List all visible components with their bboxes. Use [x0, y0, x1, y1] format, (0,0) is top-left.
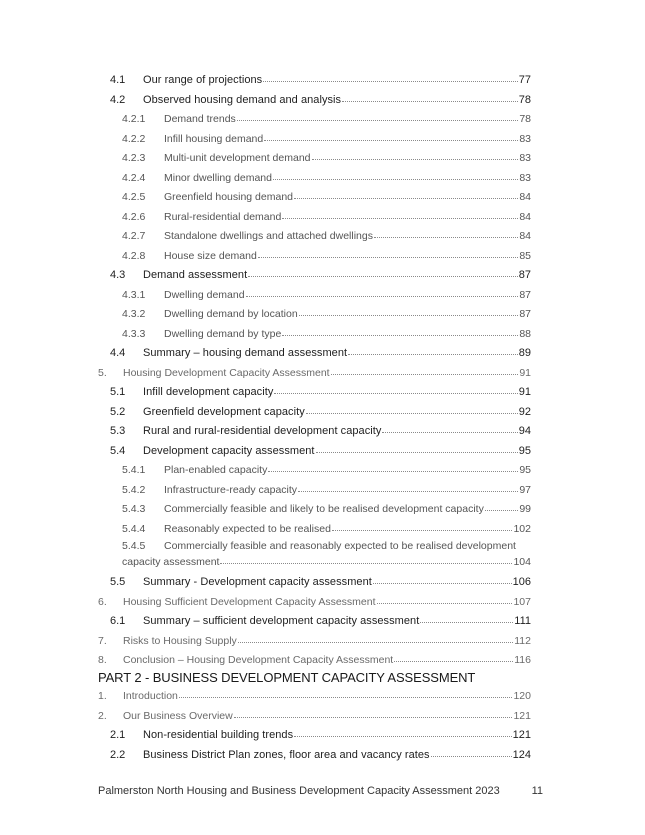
dot-leader: [282, 325, 518, 336]
dot-leader: [332, 520, 513, 531]
toc-entry-6-1[interactable]: [110, 613, 531, 628]
toc-entry-number: 4.1: [110, 74, 126, 86]
dot-leader: [377, 593, 513, 604]
toc-entry-page: 83: [519, 133, 531, 145]
toc-entry-number: 4.3: [110, 269, 126, 281]
toc-entry-number: 2.: [98, 710, 107, 722]
toc-entry-title: Reasonably expected to be realised: [164, 523, 331, 535]
toc-entry-title: Dwelling demand by location: [164, 308, 298, 320]
toc-entry-6[interactable]: [98, 594, 531, 609]
toc-entry-4-2-2[interactable]: [122, 131, 531, 146]
dot-leader: [431, 746, 512, 757]
toc-entry-page: 88: [519, 328, 531, 340]
toc-entry-2-2[interactable]: [110, 747, 531, 762]
toc-entry-5-2[interactable]: [110, 404, 531, 419]
toc-entry-title: Multi-unit development demand: [164, 152, 311, 164]
toc-entry-number: 6.1: [110, 615, 126, 627]
toc-entry-5-3[interactable]: [110, 423, 531, 438]
toc-entry-title: Commercially feasible and reasonably expected to be realised development: [164, 540, 516, 552]
dot-leader: [264, 130, 518, 141]
toc-entry-2-1[interactable]: [110, 727, 531, 742]
toc-entry-number: 6.: [98, 596, 107, 608]
toc-entry-title: Summary – sufficient development capacity assessment: [143, 615, 420, 627]
toc-entry-title: Development capacity assessment: [143, 445, 315, 457]
toc-entry-page: 91: [518, 386, 531, 398]
toc-entry-number: 5.4: [110, 445, 126, 457]
dot-leader: [246, 286, 519, 297]
toc-entry-number: 4.3.1: [122, 289, 146, 301]
toc-entry-title: Summary – housing demand assessment: [143, 347, 348, 359]
toc-entry-4-2-8[interactable]: [122, 248, 531, 263]
toc-entry-4-3-2[interactable]: [122, 306, 531, 321]
toc-entry-4-3-1[interactable]: [122, 287, 531, 302]
toc-entry-title: Rural-residential demand: [164, 211, 282, 223]
dot-leader: [274, 383, 517, 394]
toc-entry-title: Demand trends: [164, 113, 236, 125]
toc-entry-2[interactable]: [98, 708, 531, 723]
toc-entry-7[interactable]: [98, 633, 531, 648]
toc-entry-number: 4.2.7: [122, 230, 146, 242]
toc-entry-number: 5.4.2: [122, 484, 146, 496]
toc-entry-title: House size demand: [164, 250, 257, 262]
toc-entry-number: 4.2: [110, 94, 126, 106]
toc-entry-title: Greenfield development capacity: [143, 406, 305, 418]
dot-leader: [258, 247, 519, 258]
toc-entry-title: Our Business Overview: [123, 710, 233, 722]
toc-entry-5-4-5[interactable]: [122, 538, 531, 570]
dot-leader: [179, 687, 513, 698]
toc-entry-title: Greenfield housing demand: [164, 191, 294, 203]
dot-leader: [248, 266, 518, 277]
toc-entry-page: 94: [518, 425, 531, 437]
dot-leader: [374, 227, 518, 238]
toc-entry-number: 1.: [98, 690, 107, 702]
toc-entry-4-3-3[interactable]: [122, 326, 531, 341]
page-footer: [98, 785, 543, 797]
toc-entry-page: 87: [519, 308, 531, 320]
dot-leader: [294, 188, 518, 199]
toc-entry-number: 5.5: [110, 576, 126, 588]
toc-entry-title: Standalone dwellings and attached dwellings: [164, 230, 373, 242]
toc-entry-page: 84: [519, 211, 531, 223]
toc-entry-number: 5.4.3: [122, 503, 146, 515]
dot-leader: [220, 553, 512, 564]
toc-entry-1[interactable]: [98, 688, 531, 703]
toc-entry-title: Commercially feasible and likely to be realised development capacity: [164, 503, 484, 515]
dot-leader: [273, 169, 518, 180]
toc-entry-number: 4.2.6: [122, 211, 146, 223]
toc-entry-5-5[interactable]: [110, 574, 531, 589]
toc-entry-page: 106: [512, 576, 531, 588]
toc-entry-number: 5.2: [110, 406, 126, 418]
toc-entry-5-4-2[interactable]: [122, 482, 531, 497]
toc-entry-8[interactable]: [98, 652, 531, 667]
dot-leader: [394, 651, 513, 662]
toc-entry-page: 116: [514, 654, 531, 666]
dot-leader: [294, 726, 512, 737]
toc-entry-number: 2.2: [110, 749, 126, 761]
toc-entry-4-2-4[interactable]: [122, 170, 531, 185]
toc-entry-4-1[interactable]: [110, 72, 531, 87]
toc-entry-page: 121: [512, 729, 531, 741]
toc-entry-page: 107: [513, 596, 531, 608]
toc-entry-page: 78: [519, 113, 531, 125]
toc-entry-number: 5.1: [110, 386, 126, 398]
toc-entry-title: Our range of projections: [143, 74, 263, 86]
toc-entry-number: 2.1: [110, 729, 126, 741]
toc-entry-page: 78: [518, 94, 531, 106]
toc-entry-title: Dwelling demand by type: [164, 328, 282, 340]
toc-entry-page: 87: [518, 269, 531, 281]
dot-leader: [382, 422, 517, 433]
toc-entry-number: 4.3.3: [122, 328, 146, 340]
toc-entry-number: 4.2.3: [122, 152, 146, 164]
toc-entry-page: 95: [518, 445, 531, 457]
toc-entry-5-4-4[interactable]: [122, 521, 531, 536]
toc-entry-5-4[interactable]: [110, 443, 531, 458]
toc-entry-page: 104: [513, 556, 531, 568]
toc-entry-number: 4.2.1: [122, 113, 146, 125]
dot-leader: [331, 364, 519, 375]
toc-entry-page: 99: [519, 503, 531, 515]
toc-entry-page: 89: [518, 347, 531, 359]
dot-leader: [268, 461, 518, 472]
toc-entry-title: Plan-enabled capacity: [164, 464, 268, 476]
toc-entry-number: 5.4.5: [122, 540, 146, 552]
dot-leader: [238, 632, 513, 643]
toc-entry-page: 84: [519, 230, 531, 242]
toc-entry-title: Housing Development Capacity Assessment: [123, 367, 330, 379]
toc-entry-page: 77: [518, 74, 531, 86]
toc-entry-number: 7.: [98, 635, 107, 647]
dot-leader: [299, 305, 519, 316]
dot-leader: [373, 573, 512, 584]
dot-leader: [237, 110, 519, 121]
toc-entry-4-2-3[interactable]: [122, 150, 531, 165]
toc-entry-5-1[interactable]: [110, 384, 531, 399]
toc-entry-page: 102: [513, 523, 531, 535]
toc-entry-4-4[interactable]: [110, 345, 531, 360]
toc-entry-5-4-1[interactable]: [122, 462, 531, 477]
dot-leader: [316, 442, 518, 453]
toc-entry-page: 111: [514, 615, 531, 627]
dot-leader: [485, 500, 518, 511]
toc-entry-page: 92: [518, 406, 531, 418]
toc-entry-title: Introduction: [123, 690, 178, 702]
toc-entry-title: Risks to Housing Supply: [123, 635, 237, 647]
toc-entry-4-3[interactable]: [110, 267, 531, 282]
toc-entry-title: Demand assessment: [143, 269, 248, 281]
toc-entry-title: Infill housing demand: [164, 133, 264, 145]
toc-entry-page: 84: [519, 191, 531, 203]
part-2-heading: PART 2 - BUSINESS DEVELOPMENT CAPACITY ASSESSMENT: [98, 670, 476, 685]
toc-entry-page: 112: [514, 635, 531, 647]
dot-leader: [342, 91, 518, 102]
toc-entry-number: 4.2.5: [122, 191, 146, 203]
toc-entry-number: 5.: [98, 367, 107, 379]
toc-entry-page: 97: [519, 484, 531, 496]
toc-entry-page: 95: [519, 464, 531, 476]
toc-entry-title: Infill development capacity: [143, 386, 274, 398]
toc-entry-4-2[interactable]: [110, 92, 531, 107]
toc-entry-4-2-5[interactable]: [122, 189, 531, 204]
toc-entry-number: 5.3: [110, 425, 126, 437]
toc-entry-number: 5.4.4: [122, 523, 146, 535]
footer-document-title: Palmerston North Housing and Business Development Capacity Assessment 2023: [98, 785, 500, 797]
toc-entry-title: Infrastructure-ready capacity: [164, 484, 298, 496]
toc-entry-5-4-3[interactable]: [122, 501, 531, 516]
toc-entry-title: Minor dwelling demand: [164, 172, 272, 184]
toc-entry-number: 4.2.2: [122, 133, 146, 145]
toc-entry-4-2-6[interactable]: [122, 209, 531, 224]
dot-leader: [306, 403, 518, 414]
dot-leader: [298, 481, 518, 492]
toc-entry-page: 85: [519, 250, 531, 262]
toc-entry-page: 83: [519, 152, 531, 164]
dot-leader: [348, 344, 518, 355]
toc-entry-page: 83: [519, 172, 531, 184]
toc-entry-page: 91: [519, 367, 531, 379]
toc-entry-title-continued: capacity assessment: [122, 556, 220, 568]
toc-entry-number: 4.2.8: [122, 250, 146, 262]
toc-entry-number: 8.: [98, 654, 107, 666]
toc-entry-page: 87: [519, 289, 531, 301]
dot-leader: [282, 208, 518, 219]
dot-leader: [312, 149, 519, 160]
toc-entry-page: 124: [512, 749, 531, 761]
toc-entry-5[interactable]: [98, 365, 531, 380]
toc-entry-number: 4.2.4: [122, 172, 146, 184]
toc-entry-number: 5.4.1: [122, 464, 146, 476]
toc-entry-title: Business District Plan zones, floor area and vacancy rates: [143, 749, 430, 761]
toc-entry-title: Summary - Development capacity assessment: [143, 576, 372, 588]
toc-entry-4-2-1[interactable]: [122, 111, 531, 126]
toc-entry-title: Observed housing demand and analysis: [143, 94, 342, 106]
toc-entry-title: Non-residential building trends: [143, 729, 294, 741]
toc-entry-title: Dwelling demand: [164, 289, 245, 301]
toc-entry-number: 4.4: [110, 347, 126, 359]
toc-entry-page: 120: [513, 690, 531, 702]
dot-leader: [263, 71, 518, 82]
dot-leader: [420, 612, 513, 623]
toc-entry-title: Housing Sufficient Development Capacity Assessment: [123, 596, 376, 608]
toc-entry-page: 121: [513, 710, 531, 722]
dot-leader: [234, 707, 513, 718]
toc-entry-4-2-7[interactable]: [122, 228, 531, 243]
toc-entry-number: 4.3.2: [122, 308, 146, 320]
footer-page-number: 11: [531, 785, 543, 797]
toc-entry-title: Conclusion – Housing Development Capacity Assessment: [123, 654, 394, 666]
toc-entry-title: Rural and rural-residential development capacity: [143, 425, 382, 437]
